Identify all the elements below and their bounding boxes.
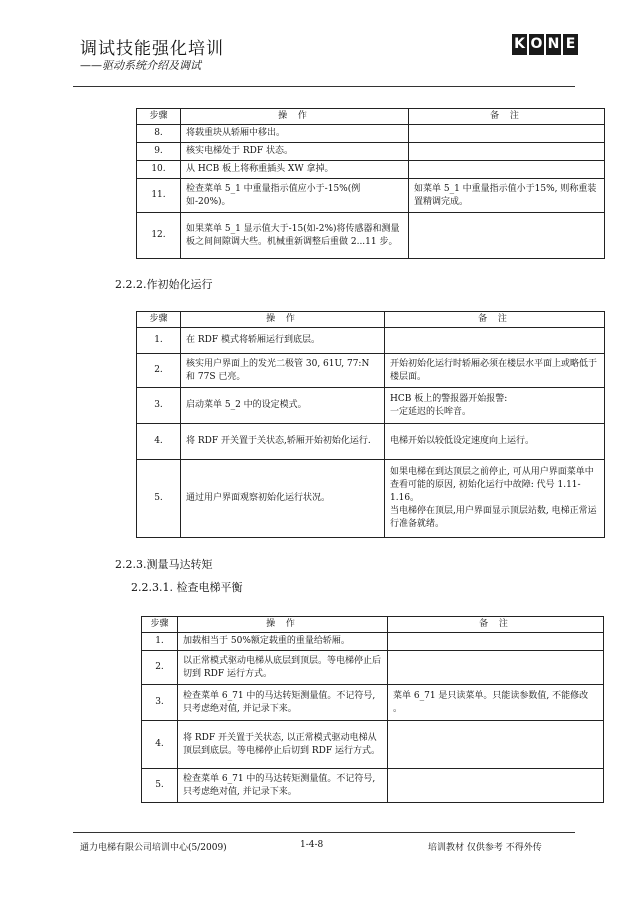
step-note: 如果电梯在到达顶层之前停止, 可从用户界面菜单中查看可能的原因, 初始化运行中故障: 代号 1.11-1.16。 当电梯停在顶层,用户界面显示顶层站数, 电梯正常运行准备就绪。	[385, 460, 605, 538]
step-note: 如菜单 5_1 中重量指示值小于15%, 则称重装置精调完成。	[409, 179, 605, 213]
step-operation: 将 RDF 开关置于关状态, 以正常模式驱动电梯从顶层到底层。等电梯停止后切到 RDF 运行方式。	[178, 721, 388, 769]
footer-rule	[73, 832, 575, 833]
steps-table-initialization	[136, 311, 605, 538]
footer-page-number: 1-4-8	[300, 840, 324, 850]
logo-letter: N	[546, 34, 561, 55]
step-number: 2.	[142, 651, 178, 685]
step-note	[385, 328, 605, 354]
step-note	[409, 161, 605, 179]
table-row	[142, 633, 604, 651]
step-operation: 如果菜单 5_1 显示值大于-15(如-2%)将传感器和测量板之间间隙调大些。机械重新调整后重做 2...11 步。	[181, 213, 409, 259]
logo-letter: K	[512, 34, 527, 55]
table-row	[137, 354, 605, 388]
steps-table-weighing	[136, 108, 605, 259]
step-operation: 将 RDF 开关置于关状态,轿厢开始初始化运行.	[181, 424, 385, 460]
step-note	[409, 143, 605, 161]
steps-table-balance	[141, 616, 604, 803]
document-subtitle: ——驱动系统介绍及调试	[80, 59, 201, 72]
step-note	[409, 125, 605, 143]
document-title: 调试技能强化培训	[80, 39, 224, 59]
table-row	[142, 769, 604, 803]
step-number: 12.	[137, 213, 181, 259]
subsection-heading-balance: 2.2.3.1. 检查电梯平衡	[131, 581, 243, 594]
logo-letter: O	[529, 34, 544, 55]
step-note	[409, 213, 605, 259]
col-header-step: 步骤	[142, 617, 178, 633]
step-operation: 核实电梯处于 RDF 状态。	[181, 143, 409, 161]
step-number: 8.	[137, 125, 181, 143]
step-number: 11.	[137, 179, 181, 213]
col-header-operation: 操 作	[181, 312, 385, 328]
col-header-operation: 操 作	[178, 617, 388, 633]
step-operation: 启动菜单 5_2 中的设定模式。	[181, 388, 385, 424]
step-number: 10.	[137, 161, 181, 179]
step-operation: 核实用户界面上的发光二极管 30, 61U, 77:N 和 77S 已亮。	[181, 354, 385, 388]
step-operation: 从 HCB 板上将称重插头 XW 拿掉。	[181, 161, 409, 179]
step-note	[388, 651, 604, 685]
step-note: HCB 板上的警报器开始报警: 一定延迟的长哞音。	[385, 388, 605, 424]
step-number: 5.	[137, 460, 181, 538]
step-note	[388, 633, 604, 651]
step-operation: 在 RDF 模式将轿厢运行到底层。	[181, 328, 385, 354]
table-row	[142, 651, 604, 685]
footer-company: 通力电梯有限公司培训中心(5/2009)	[80, 843, 227, 853]
step-operation: 加载相当于 50%额定载重的重量给轿厢。	[178, 633, 388, 651]
col-header-note: 备 注	[388, 617, 604, 633]
header-rule	[73, 86, 575, 87]
step-operation: 检查菜单 6_71 中的马达转矩测量值。不记符号, 只考虑绝对值, 并记录下来。	[178, 769, 388, 803]
step-number: 2.	[137, 354, 181, 388]
step-operation: 检查菜单 5_1 中重量指示值应小于-15%(例如-20%)。	[181, 179, 409, 213]
step-number: 1.	[142, 633, 178, 651]
table-header-row	[137, 312, 605, 328]
step-operation: 检查菜单 6_71 中的马达转矩测量值。不记符号, 只考虑绝对值, 并记录下来。	[178, 685, 388, 721]
table-row	[137, 213, 605, 259]
step-number: 4.	[137, 424, 181, 460]
col-header-step: 步骤	[137, 109, 181, 125]
col-header-operation: 操 作	[181, 109, 409, 125]
table-row	[137, 179, 605, 213]
section-heading-motor-torque: 2.2.3.测量马达转矩	[115, 558, 213, 571]
col-header-note: 备 注	[409, 109, 605, 125]
table-row	[142, 721, 604, 769]
table-row	[137, 125, 605, 143]
table-row	[137, 460, 605, 538]
step-note	[388, 769, 604, 803]
col-header-step: 步骤	[137, 312, 181, 328]
table-row	[137, 424, 605, 460]
step-number: 4.	[142, 721, 178, 769]
table-row	[137, 388, 605, 424]
step-operation: 将载重块从轿厢中移出。	[181, 125, 409, 143]
footer-notice: 培训教材 仅供参考 不得外传	[428, 843, 542, 853]
step-note: 菜单 6_71 是只读菜单。只能读参数值, 不能修改 。	[388, 685, 604, 721]
section-heading-initialization: 2.2.2.作初始化运行	[115, 278, 213, 291]
step-note	[388, 721, 604, 769]
table-header-row	[137, 109, 605, 125]
col-header-note: 备 注	[385, 312, 605, 328]
step-operation: 以正常模式驱动电梯从底层到顶层。等电梯停止后切到 RDF 运行方式。	[178, 651, 388, 685]
step-number: 3.	[142, 685, 178, 721]
step-note: 开始初始化运行时轿厢必须在楼层水平面上或略低于楼层面。	[385, 354, 605, 388]
logo-letter: E	[563, 34, 578, 55]
step-operation: 通过用户界面观察初始化运行状况。	[181, 460, 385, 538]
step-number: 9.	[137, 143, 181, 161]
step-number: 1.	[137, 328, 181, 354]
table-row	[137, 161, 605, 179]
table-row	[142, 685, 604, 721]
table-header-row	[142, 617, 604, 633]
step-number: 5.	[142, 769, 178, 803]
step-number: 3.	[137, 388, 181, 424]
table-row	[137, 143, 605, 161]
table-row	[137, 328, 605, 354]
kone-logo	[512, 34, 578, 55]
step-note: 电梯开始以较低设定速度向上运行。	[385, 424, 605, 460]
